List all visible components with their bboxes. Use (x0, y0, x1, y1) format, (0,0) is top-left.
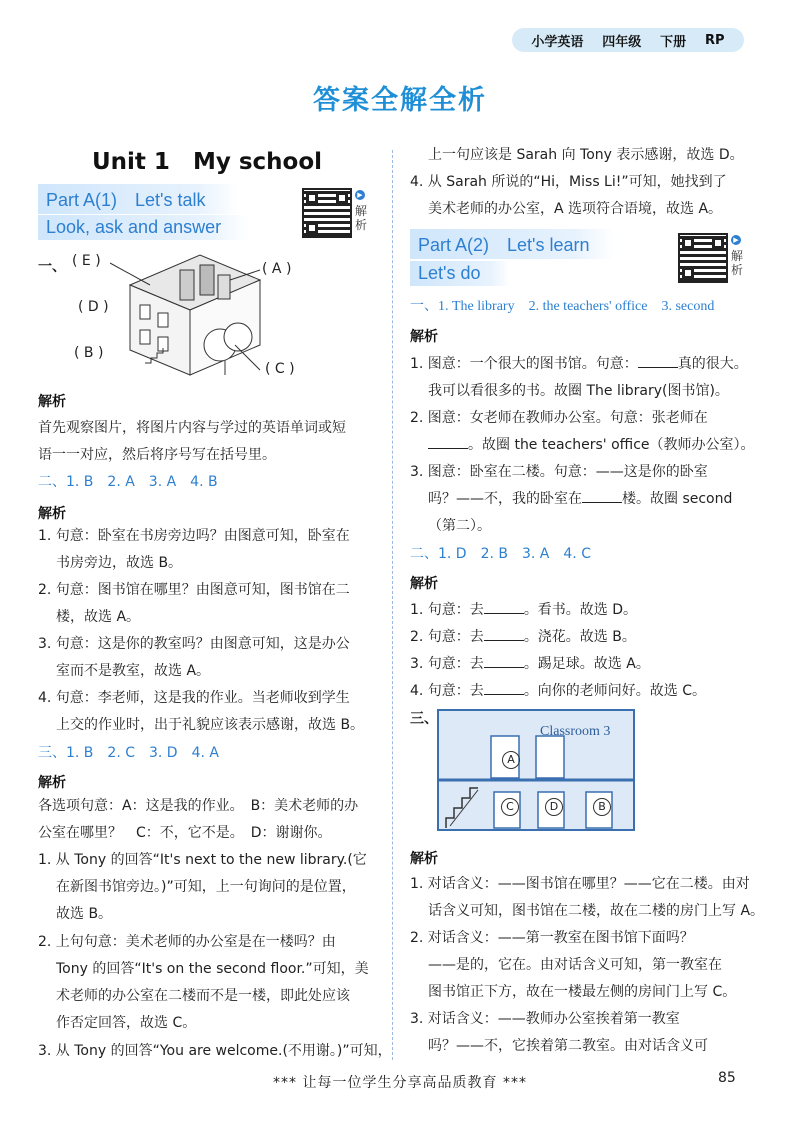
book-info-badge (512, 28, 744, 52)
right-a2b: 。故圈 the teachers' office（教师办公室）。 (428, 432, 755, 459)
right-b1: 1. 句意：去 。看书。故选 D。 (410, 602, 638, 618)
left-s2-2b: 楼，故选 A。 (56, 609, 141, 625)
section-banner-part-a2-sub (410, 261, 510, 286)
section-1-marker: 一、 (38, 259, 66, 275)
left-s3-2b: Tony 的回答“It's on the second floor.”可知，美 (56, 961, 369, 977)
right-cont: 上一句应该是 Sarah 向 Tony 表示感谢，故选 D。 (428, 147, 744, 163)
banner-line-1: Part A(1) Let's talk (46, 190, 206, 210)
analysis-heading: 解析 (410, 851, 438, 867)
right-c2a: 2. 对话含义：——第一教室在图书馆下面吗？ (410, 930, 694, 946)
left-s2-answers: 二、1. B 2. A 3. A 4. B (38, 474, 218, 490)
left-s3-2c: 术老师的办公室在二楼而不是一楼，即此处应该 (56, 988, 350, 1004)
school-building-illustration (110, 245, 270, 390)
right-a3a: 3. 图意：卧室在二楼。句意：——这是你的卧室 (410, 464, 708, 480)
door-label-c: C (501, 798, 519, 816)
right-c3a: 3. 对话含义：——教师办公室挨着第一教室 (410, 1011, 680, 1027)
section-marker: 一、 (410, 298, 438, 314)
door-label-d: D (545, 798, 563, 816)
section-banner-part-a1 (38, 184, 238, 214)
left-s3-2a: 2. 上句句意：美术老师的办公室是在一楼吗？由 (38, 934, 336, 950)
left-s2-1a: 1. 句意：卧室在书房旁边吗？由图意可知，卧室在 (38, 528, 350, 544)
label-b: ( B ) (74, 345, 104, 361)
page-number: 85 (718, 1070, 736, 1086)
right-c3b: 吗？——不，它挨着第二教室。由对话含义可 (428, 1038, 708, 1054)
left-s2-3a: 3. 句意：这是你的教室吗？由图意可知，这是办公 (38, 636, 350, 652)
right-s2-answers: 二、1. D 2. B 3. A 4. C (410, 546, 591, 562)
left-s1-text-2: 语一一对应，然后将序号写在括号里。 (38, 447, 276, 463)
left-s1-text-1: 首先观察图片，将图片内容与学过的英语单词或短 (38, 420, 346, 436)
qr-code-icon[interactable] (302, 188, 352, 238)
unit-title: Unit 1 My school (92, 149, 323, 175)
term-label: 下册 (660, 34, 687, 50)
qr-label: 解析 (731, 249, 744, 277)
left-s2-2a: 2. 句意：图书馆在哪里？由图意可知，图书馆在二 (38, 582, 350, 598)
label-d: ( D ) (78, 299, 109, 315)
right-a3c: （第二）。 (428, 518, 491, 534)
right-c1b: 话含义可知，图书馆在二楼，故在二楼的房门上写 A。 (428, 903, 765, 919)
right-a1a: 1. 图意：一个很大的图书馆。句意： 真的很大。 (410, 356, 748, 372)
analysis-heading: 解析 (38, 775, 66, 791)
left-s2-1b: 书房旁边，故选 B。 (56, 555, 183, 571)
right-4a: 4. 从 Sarah 所说的“Hi，Miss Li!”可知，她找到了 (410, 174, 727, 190)
play-icon[interactable]: ▶ (355, 190, 365, 200)
right-b2: 2. 句意：去 。浇花。故选 B。 (410, 629, 636, 645)
door-label-a: A (502, 751, 520, 769)
analysis-heading: 解析 (410, 576, 438, 592)
left-s3-answers: 三、1. B 2. C 3. D 4. A (38, 745, 219, 761)
left-s3-intro-2: 公室在哪里？ C：不，它不是。 D：谢谢你。 (38, 825, 332, 841)
left-s3-2d: 作否定回答，故选 C。 (56, 1015, 197, 1031)
left-s3-1b: 在新图书馆旁边。)”可知，上一句询问的是位置， (56, 879, 356, 895)
right-c2c: 图书馆正下方，故在一楼最左侧的房间门上写 C。 (428, 984, 737, 1000)
right-a3b: 吗？——不，我的卧室在 楼。故圈 second (428, 491, 733, 507)
right-s1-answers (410, 293, 714, 320)
subject-label: 小学英语 (531, 34, 584, 50)
left-s3-1a: 1. 从 Tony 的回答“It's next to the new library.(它 (38, 852, 367, 868)
qr-code-icon[interactable] (678, 233, 728, 283)
qr-label: 解析 (355, 204, 368, 232)
right-b3: 3. 句意：去 。踢足球。故选 A。 (410, 656, 650, 672)
banner-line-2: Look, ask and answer (46, 217, 222, 237)
left-s3-1c: 故选 B。 (56, 906, 113, 922)
play-icon[interactable]: ▶ (731, 235, 741, 245)
left-s2-4b: 上交的作业时，出于礼貌应该表示感谢，故选 B。 (56, 717, 365, 733)
answer-items: 1. The library 2. the teachers' office 3. second (438, 299, 715, 314)
right-a1b: 我可以看很多的书。故圈 The library(图书馆)。 (428, 383, 729, 399)
left-s3-intro-1: 各选项句意：A：这是我的作业。 B：美术老师的办 (38, 798, 359, 814)
classroom-label: Classroom 3 (540, 724, 611, 739)
label-e: ( E ) (72, 253, 101, 269)
analysis-heading: 解析 (38, 394, 66, 410)
banner-line-1: Part A(2) Let's learn (418, 235, 590, 255)
page-title: 答案全解全析 (313, 85, 487, 116)
footer-slogan: *** 让每一位学生分享高品质教育 *** (273, 1075, 527, 1091)
label-a: ( A ) (262, 261, 292, 277)
grade-label: 四年级 (602, 34, 642, 50)
section-banner-part-a2 (410, 229, 615, 259)
section-banner-part-a1-sub (38, 215, 248, 240)
left-s2-3b: 室而不是教室，故选 A。 (56, 663, 211, 679)
left-s3-3a: 3. 从 Tony 的回答“You are welcome.(不用谢。)”可知， (38, 1043, 392, 1059)
label-c: ( C ) (265, 361, 295, 377)
door-label-b: B (593, 798, 611, 816)
right-c2b: ——是的，它在。由对话含义可知，第一教室在 (428, 957, 722, 973)
right-b4: 4. 句意：去 。向你的老师问好。故选 C。 (410, 683, 707, 699)
right-4b: 美术老师的办公室，A 选项符合语境，故选 A。 (428, 201, 723, 217)
section-3-marker: 三、 (410, 711, 438, 727)
left-s2-4a: 4. 句意：李老师，这是我的作业。当老师收到学生 (38, 690, 350, 706)
analysis-heading: 解析 (410, 329, 438, 345)
analysis-heading: 解析 (38, 506, 66, 522)
banner-line-2: Let's do (418, 263, 481, 283)
column-divider (392, 150, 393, 1060)
right-c1a: 1. 对话含义：——图书馆在哪里？——它在二楼。由对 (410, 876, 750, 892)
edition-label: RP (705, 32, 725, 48)
right-a2a: 2. 图意：女老师在教师办公室。句意：张老师在 (410, 410, 708, 426)
